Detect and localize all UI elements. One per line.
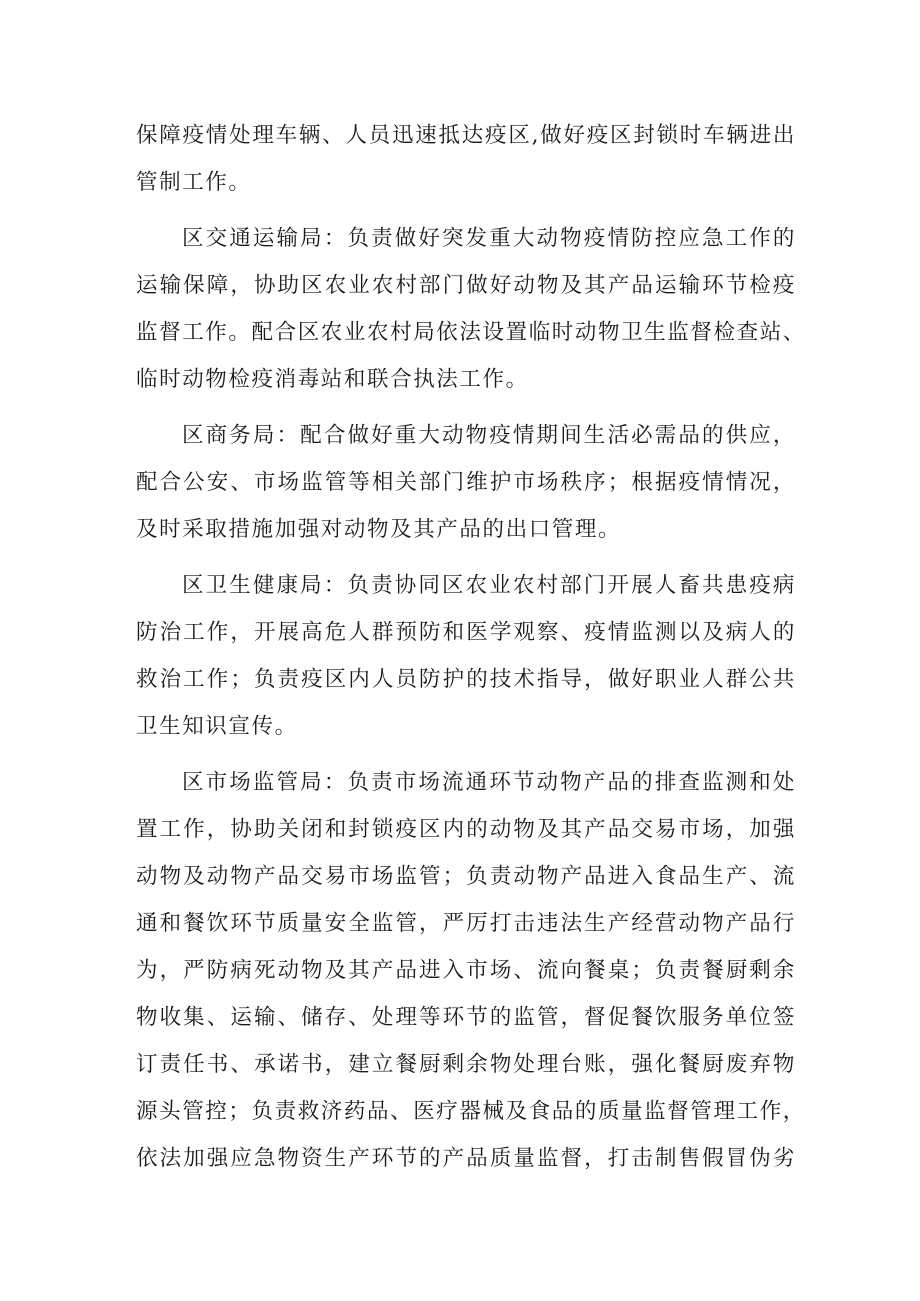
paragraph-market-regulation-bureau [136,759,806,1182]
text-line: 订责任书、承诺书，建立餐厨剩余物处理台账，强化餐厨废弃物 [136,1052,796,1077]
text-line: 通和餐饮环节质量安全监管，严厉打击违法生产经营动物产品行 [136,911,796,936]
text-line: 监督工作。配合区农业农村局依法设置临时动物卫生监督检查站、 [136,320,806,345]
text-line: 区卫生健康局：负责协同区农业农村部门开展人畜共患疫病 [182,573,796,598]
text-line: 区交通运输局：负责做好突发重大动物疫情防控应急工作的 [182,226,796,251]
text-line: 救治工作；负责疫区内人员防护的技术指导，做好职业人群公共 [136,667,796,692]
text-line: 运输保障，协助区农业农村部门做好动物及其产品运输环节检疫 [136,273,796,298]
text-line: 配合公安、市场监管等相关部门维护市场秩序；根据疫情情况， [136,470,796,495]
text-line: 为，严防病死动物及其产品进入市场、流向餐桌；负责餐厨剩余 [136,958,796,983]
text-line: 保障疫情处理车辆、人员迅速抵达疫区,做好疫区封锁时车辆进出 [136,123,796,148]
text-line: 依法加强应急物资生产环节的产品质量监督，打击制售假冒伪劣 [136,1146,796,1171]
text-line: 物收集、运输、储存、处理等环节的监管，督促餐饮服务单位签 [136,1005,796,1030]
text-line: 源头管控；负责救济药品、医疗器械及食品的质量监督管理工作， [136,1099,806,1124]
paragraph-transport-bureau [136,215,806,403]
text-line: 区市场监管局：负责市场流通环节动物产品的排查监测和处 [182,770,796,795]
text-line: 及时采取措施加强对动物及其产品的出口管理。 [136,517,622,542]
text-line: 管制工作。 [136,170,252,195]
text-line: 卫生知识宣传。 [136,714,298,739]
text-line: 置工作，协助关闭和封锁疫区内的动物及其产品交易市场，加强 [136,817,796,842]
text-line: 动物及动物产品交易市场监管；负责动物产品进入食品生产、流 [136,864,796,889]
text-line: 区商务局：配合做好重大动物疫情期间生活必需品的供应， [182,423,796,448]
text-line: 临时动物检疫消毒站和联合执法工作。 [136,367,529,392]
paragraph-commerce-bureau [136,412,796,553]
document-body [136,112,806,1191]
paragraph-health-bureau [136,562,796,750]
text-line: 防治工作，开展高危人群预防和医学观察、疫情监测以及病人的 [136,620,796,645]
paragraph-vehicle-control [136,112,796,206]
